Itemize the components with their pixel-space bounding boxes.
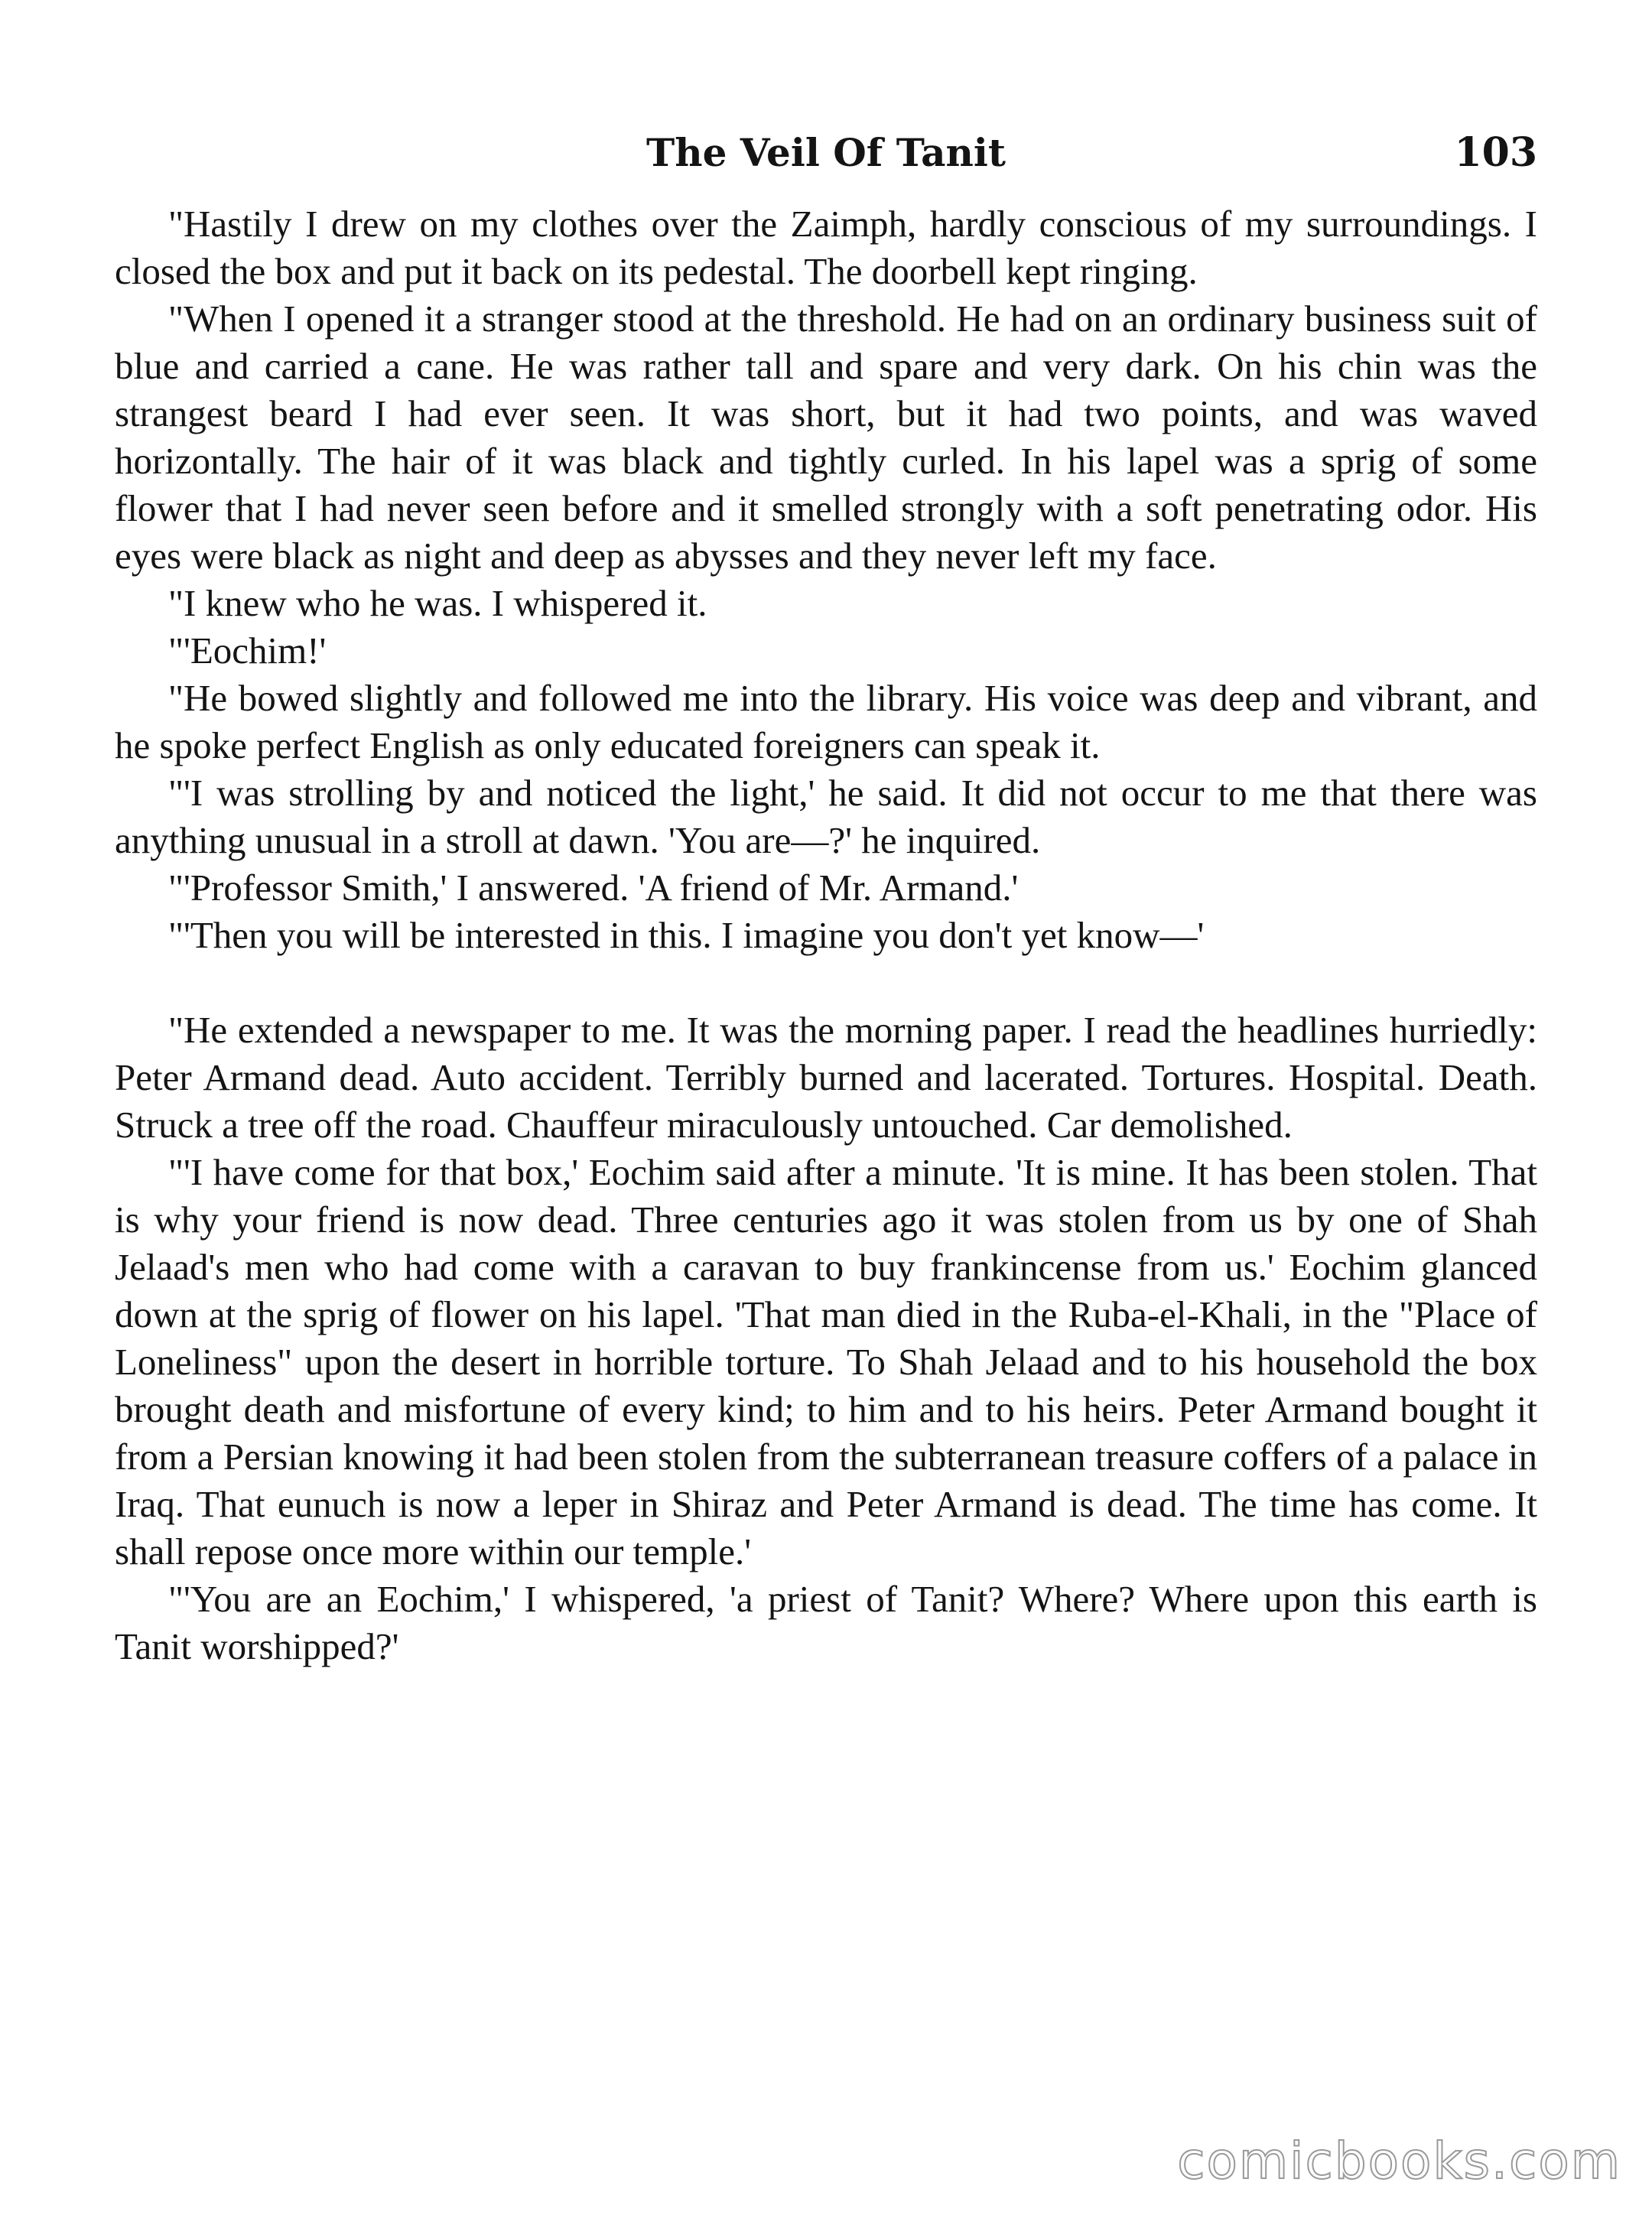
paragraph: "'Eochim!' (168, 629, 327, 672)
paragraph: "I knew who he was. I whispered it. (168, 582, 707, 624)
paragraph: "'I have come for that box,' Eochim said after a minute. 'It is mine. It has been stolen. That is why your friend is now dead. Three centuries ago it was stolen from us by one of Shah Jelaad's men who had come with a caravan to buy frankincense from us.' Eochim glanced down at the sprig of flower on his lapel. 'That man died in the Ruba-el-Khali, in the "Place of Loneliness" upon the desert in horrible torture. To Shah Jelaad and to his household the box brought death and misfortune of every kind; to him and to his heirs. Peter Armand bought it from a Persian knowing it had been stolen from the subterranean treasure coffers of a palace in Iraq. That eunuch is now a leper in Shiraz and Peter Armand is dead. The time has come. It shall repose once more within our temple.' (115, 1151, 1537, 1572)
paragraph: "He bowed slightly and followed me into the library. His voice was deep and vibrant, and he spoke perfect English as only educated foreigners can speak it. (115, 677, 1537, 766)
paragraph: "When I opened it a stranger stood at the threshold. He had on an ordinary business suit of blue and carried a cane. He was rather tall and spare and very dark. On his chin was the strangest beard I had ever seen. It was short, but it had two points, and was waved horizontally. The hair of it was black and tightly curled. In his lapel was a sprig of some flower that I had never seen before and it smelled strongly with a soft penetrating odor. His eyes were black as night and deep as abysses and they never left my face. (115, 298, 1537, 577)
page-number: 103 (1454, 129, 1537, 176)
paragraph: "'Professor Smith,' I answered. 'A friend of Mr. Armand.' (168, 867, 1019, 909)
watermark-logo: comicbooks.com (1177, 2132, 1621, 2190)
running-header (115, 122, 1537, 184)
paragraph: "He extended a newspaper to me. It was the morning paper. I read the headlines hurriedly: Peter Armand dead. Auto accident. Terribly burned and lacerated. Tortures. Hospital. Death. Struck a tree off the road. Chauffeur miraculously untouched. Car demolished. (115, 1009, 1537, 1146)
running-title: The Veil Of Tanit (646, 130, 1006, 175)
body-text (115, 200, 1537, 1670)
paragraph: "'I was strolling by and noticed the light,' he said. It did not occur to me that there was anything unusual in a stroll at dawn. 'You are—?' he inquired. (115, 772, 1537, 861)
paragraph: "'Then you will be interested in this. I imagine you don't yet know—' (168, 914, 1205, 956)
paragraph: "Hastily I drew on my clothes over the Zaimph, hardly conscious of my surroundings. I closed the box and put it back on its pedestal. The doorbell kept ringing. (115, 203, 1537, 292)
paragraph: "'You are an Eochim,' I whispered, 'a priest of Tanit? Where? Where upon this earth is Tanit worshipped?' (115, 1578, 1537, 1667)
